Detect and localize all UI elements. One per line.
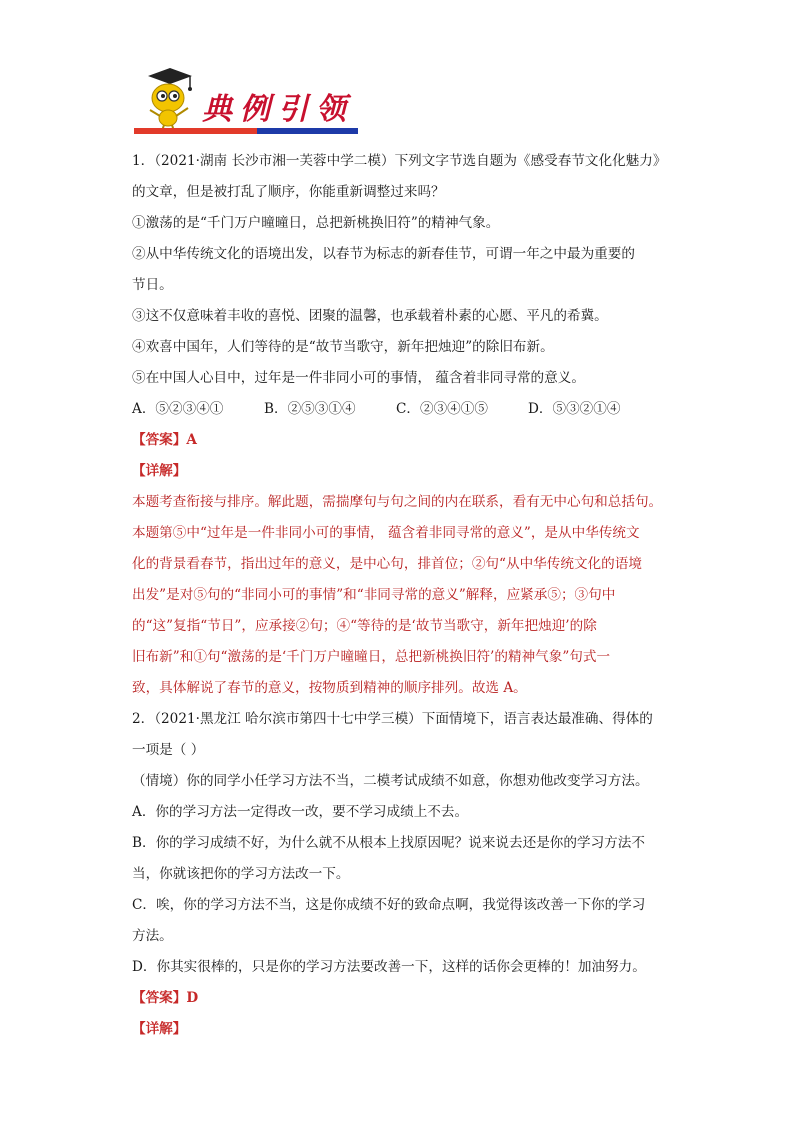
q1-explanation-line: 本题考查衔接与排序。解此题，需揣摩句与句之间的内在联系，看有无中心句和总括句。 (132, 494, 663, 510)
q2-line: B．你的学习成绩不好，为什么就不从根本上找原因呢？说来说去还是你的学习方法不 (132, 835, 645, 851)
q2-line: 当，你就该把你的学习方法改一下。 (132, 866, 350, 882)
q1-line: ④欢喜中国年，人们等待的是“故节当歌守，新年把烛迎”的除旧布新。 (132, 339, 554, 355)
q1-explanation-line: 出发”是对⑤句的“非同小可的事情”和“非同寻常的意义”解释，应紧承⑤；③句中 (132, 587, 616, 603)
q1-explanation-line: 化的背景看春节，指出过年的意义，是中心句，排首位；②句“从中华传统文化的语境 (132, 556, 642, 572)
q2-answer: 【答案】D (132, 990, 199, 1006)
banner-title: 典例引领 (202, 92, 354, 127)
q1-explanation-line: 旧布新”和①句“激荡的是‘千门万户曈曈日，总把新桃换旧符’的精神气象”句式一 (132, 649, 611, 665)
q2-line: A．你的学习方法一定得改一改，要不学习成绩上不去。 (132, 804, 469, 820)
banner-underline (134, 128, 358, 134)
section-banner (132, 62, 362, 136)
q1-line: 节日。 (132, 277, 173, 293)
q1-line: ②从中华传统文化的语境出发，以春节为标志的新春佳节，可谓一年之中最为重要的 (132, 246, 635, 262)
q1-option-b: B．②⑤③①④ (264, 401, 356, 417)
q1-answer: 【答案】A (132, 432, 197, 448)
q2-line: （情境）你的同学小任学习方法不当，二模考试成绩不如意，你想劝他改变学习方法。 (132, 773, 649, 789)
q1-option-d: D．⑤③②①④ (528, 401, 621, 417)
document-body (132, 146, 667, 1045)
q1-explanation-line: 本题第⑤中“过年是一件非同小可的事情， 蕴含着非同寻常的意义”，是从中华传统文 (132, 525, 640, 541)
q2-line: 2．（2021·黑龙江 哈尔滨市第四十七中学三模）下面情境下，语言表达最准确、得体的 (132, 711, 653, 727)
q2-line: 一项是（ ） (132, 742, 205, 758)
q1-detail-label: 【详解】 (132, 463, 187, 479)
q2-line: C．唉，你的学习方法不当，这是你成绩不好的致命点啊，我觉得该改善一下你的学习 (132, 897, 646, 913)
q2-detail-label: 【详解】 (132, 1021, 187, 1037)
q2-line: D．你其实很棒的，只是你的学习方法要改善一下，这样的话你会更棒的！加油努力。 (132, 959, 646, 975)
q1-line: ③这不仅意味着丰收的喜悦、团聚的温馨，也承载着朴素的心愿、平凡的希冀。 (132, 308, 608, 324)
q1-option-c: C．②③④①⑤ (396, 401, 488, 417)
q1-option-a: A．⑤②③④① (132, 401, 224, 417)
q1-line: ①激荡的是“千门万户曈曈日，总把新桃换旧符”的精神气象。 (132, 215, 500, 231)
q1-line: 的文章，但是被打乱了顺序，你能重新调整过来吗？ (132, 184, 445, 200)
graduate-mascot-icon (138, 64, 194, 132)
q2-line: 方法。 (132, 928, 173, 944)
q1-line: ⑤在中国人心目中，过年是一件非同小可的事情， 蕴含着非同寻常的意义。 (132, 370, 585, 386)
q1-options (132, 394, 662, 425)
q1-explanation-line: 的“这”复指“节日”，应承接②句；④“等待的是‘故节当歌守，新年把烛迎’的除 (132, 618, 597, 634)
q1-explanation-line: 致，具体解说了春节的意义，按物质到精神的顺序排列。故选 A。 (132, 680, 527, 696)
q1-line: 1．（2021·湖南 长沙市湘一芙蓉中学二模）下列文字节选自题为《感受春节文化化魅力》 (132, 153, 667, 169)
